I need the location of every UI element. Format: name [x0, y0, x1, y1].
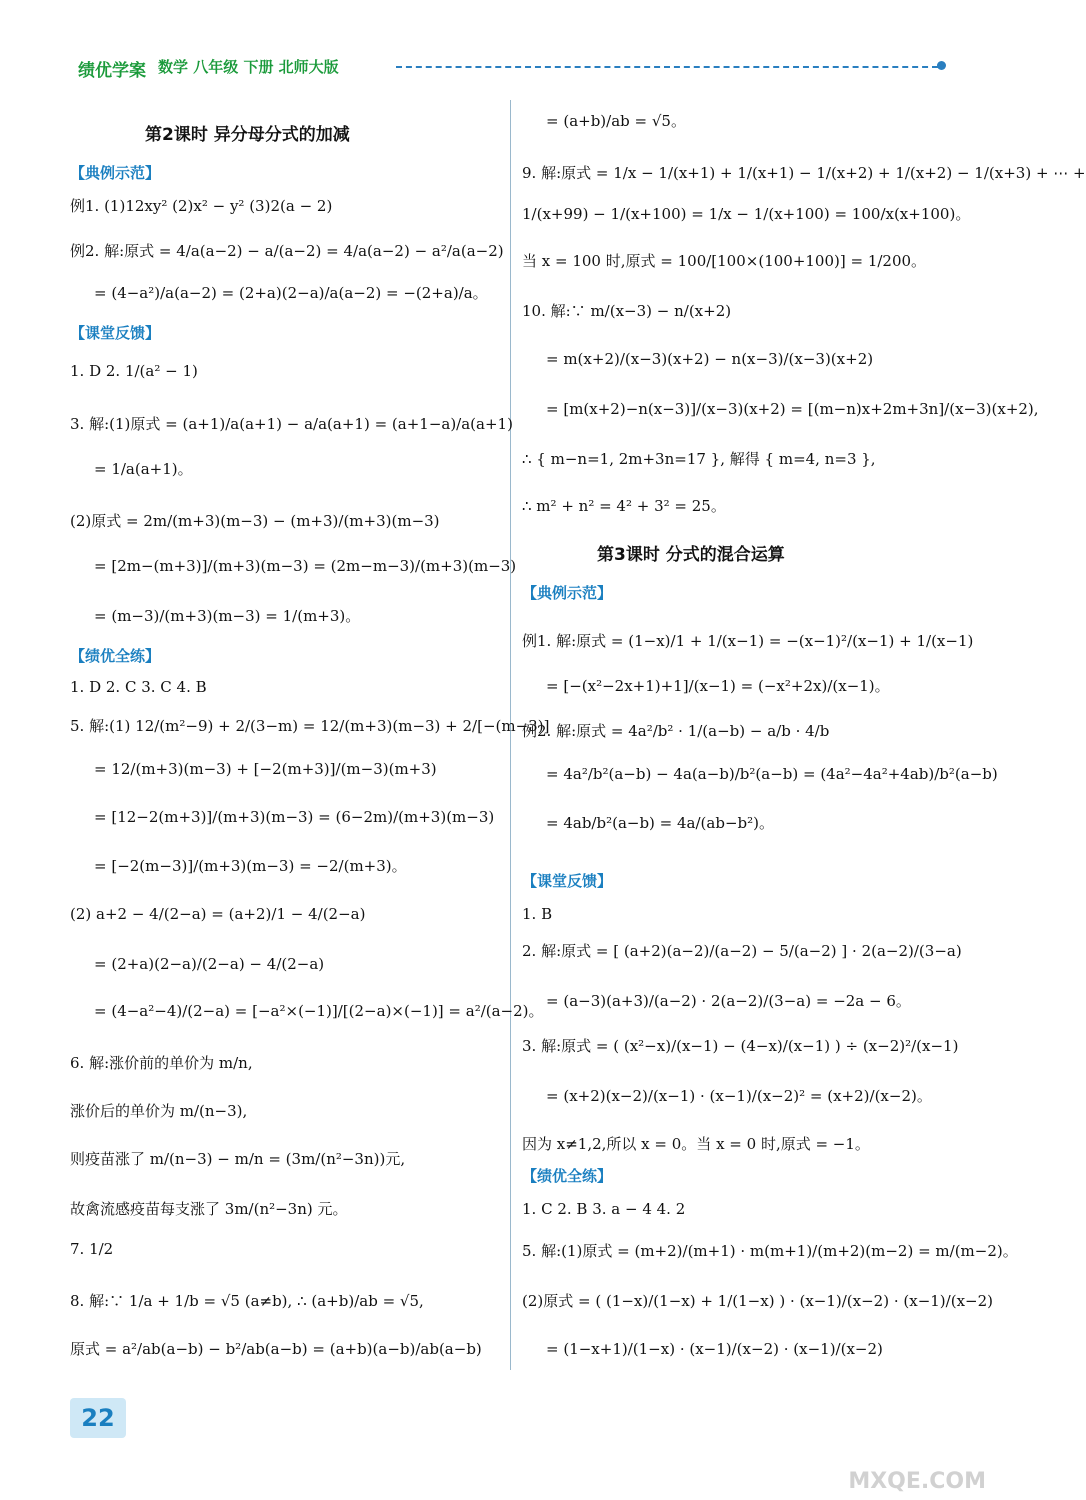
section-heading: 【课堂反馈】 [522, 872, 613, 890]
book-subject: 数学 八年级 下册 北师大版 [158, 58, 339, 76]
solution-line: 6. 解:涨价前的单价为 m/n, [70, 1054, 253, 1072]
solution-line: 因为 x≠1,2,所以 x = 0。当 x = 0 时,原式 = −1。 [522, 1135, 870, 1153]
book-brand: 绩优学案 [78, 61, 146, 81]
section-heading: 【绩优全练】 [522, 1167, 613, 1185]
section-heading: 【典例示范】 [70, 164, 161, 182]
solution-line: = (a+b)/ab = √5。 [546, 112, 686, 130]
solution-line: 则疫苗涨了 m/(n−3) − m/n = (3m/(n²−3n))元, [70, 1150, 406, 1168]
solution-line: = [2m−(m+3)]/(m+3)(m−3) = (2m−m−3)/(m+3)(m−3) [94, 557, 517, 575]
solution-line: (2) a+2 − 4/(2−a) = (a+2)/1 − 4/(2−a) [70, 905, 366, 923]
solution-line: 5. 解:(1) 12/(m²−9) + 2/(3−m) = 12/(m+3)(m−3) + 2/[−(m−3)] [70, 717, 550, 735]
solution-line: 3. 解:原式 = ( (x²−x)/(x−1) − (4−x)/(x−1) ) ÷ (x−2)²/(x−1) [522, 1037, 959, 1055]
solution-line: 10. 解:∵ m/(x−3) − n/(x+2) [522, 302, 732, 320]
solution-line: 3. 解:(1)原式 = (a+1)/a(a+1) − a/a(a+1) = (a+1−a)/a(a+1) [70, 415, 513, 433]
solution-line: = [−(x²−2x+1)+1]/(x−1) = (−x²+2x)/(x−1)。 [546, 677, 890, 695]
solution-line: 1. D 2. C 3. C 4. B [70, 678, 207, 696]
solution-line: (2)原式 = 2m/(m+3)(m−3) − (m+3)/(m+3)(m−3) [70, 512, 440, 530]
running-header [78, 54, 948, 84]
solution-line: 例2. 解:原式 = 4a²/b² · 1/(a−b) − a/b · 4/b [522, 722, 830, 740]
solution-line: 涨价后的单价为 m/(n−3), [70, 1102, 248, 1120]
solution-line: 例1. 解:原式 = (1−x)/1 + 1/(x−1) = −(x−1)²/(x−1) + 1/(x−1) [522, 632, 974, 650]
section-heading: 【绩优全练】 [70, 647, 161, 665]
solution-line: = 12/(m+3)(m−3) + [−2(m+3)]/(m−3)(m+3) [94, 760, 437, 778]
solution-line: = [−2(m−3)]/(m+3)(m−3) = −2/(m+3)。 [94, 857, 407, 875]
solution-line: = (m−3)/(m+3)(m−3) = 1/(m+3)。 [94, 607, 361, 625]
section-title: 第2课时 异分母分式的加减 [145, 125, 350, 145]
solution-line: ∴ { m−n=1, 2m+3n=17 }, 解得 { m=4, n=3 }, [522, 450, 876, 468]
watermark: MXQE.COM [848, 1469, 986, 1494]
solution-line: 1. D 2. 1/(a² − 1) [70, 362, 198, 380]
section-title: 第3课时 分式的混合运算 [597, 545, 785, 565]
solution-line: = (x+2)(x−2)/(x−1) · (x−1)/(x−2)² = (x+2)/(x−2)。 [546, 1087, 932, 1105]
section-heading: 【典例示范】 [522, 584, 613, 602]
solution-line: = (1−x+1)/(1−x) · (x−1)/(x−2) · (x−1)/(x−2) [546, 1340, 883, 1358]
solution-line: 2. 解:原式 = [ (a+2)(a−2)/(a−2) − 5/(a−2) ] · 2(a−2)/(3−a) [522, 942, 962, 960]
solution-line: 例1. (1)12xy² (2)x² − y² (3)2(a − 2) [70, 197, 333, 215]
solution-line: 5. 解:(1)原式 = (m+2)/(m+1) · m(m+1)/(m+2)(m−2) = m/(m−2)。 [522, 1242, 1018, 1260]
solution-line: = 4a²/b²(a−b) − 4a(a−b)/b²(a−b) = (4a²−4a²+4ab)/b²(a−b) [546, 765, 998, 783]
solution-line: 1. B [522, 905, 553, 923]
solution-line: = (4−a²−4)/(2−a) = [−a²×(−1)]/[(2−a)×(−1)] = a²/(a−2)。 [94, 1002, 544, 1020]
solution-line: = (a−3)(a+3)/(a−2) · 2(a−2)/(3−a) = −2a − 6。 [546, 992, 911, 1010]
solution-line: (2)原式 = ( (1−x)/(1−x) + 1/(1−x) ) · (x−1)/(x−2) · (x−1)/(x−2) [522, 1292, 993, 1310]
solution-line: 9. 解:原式 = 1/x − 1/(x+1) + 1/(x+1) − 1/(x+2) + 1/(x+2) − 1/(x+3) + ⋯ + [522, 164, 1086, 182]
solution-line: 1. C 2. B 3. a − 4 4. 2 [522, 1200, 686, 1218]
solution-line: 原式 = a²/ab(a−b) − b²/ab(a−b) = (a+b)(a−b)/ab(a−b) [70, 1340, 482, 1358]
page-number: 22 [70, 1398, 126, 1438]
solution-line: = [12−2(m+3)]/(m+3)(m−3) = (6−2m)/(m+3)(m−3) [94, 808, 495, 826]
solution-line: 1/(x+99) − 1/(x+100) = 1/x − 1/(x+100) = 100/x(x+100)。 [522, 205, 971, 223]
solution-line: = 1/a(a+1)。 [94, 460, 193, 478]
header-rule-dot [937, 61, 946, 70]
solution-line: 故禽流感疫苗每支涨了 3m/(n²−3n) 元。 [70, 1200, 348, 1218]
solution-line: = m(x+2)/(x−3)(x+2) − n(x−3)/(x−3)(x+2) [546, 350, 874, 368]
solution-line: = (4−a²)/a(a−2) = (2+a)(2−a)/a(a−2) = −(2+a)/a。 [94, 284, 488, 302]
solution-line: = 4ab/b²(a−b) = 4a/(ab−b²)。 [546, 814, 774, 832]
solution-line: = [m(x+2)−n(x−3)]/(x−3)(x+2) = [(m−n)x+2m+3n]/(x−3)(x+2), [546, 400, 1039, 418]
solution-line: 7. 1/2 [70, 1240, 114, 1258]
solution-line: 当 x = 100 时,原式 = 100/[100×(100+100)] = 1/200。 [522, 252, 927, 270]
solution-line: 8. 解:∵ 1/a + 1/b = √5 (a≠b), ∴ (a+b)/ab = √5, [70, 1292, 424, 1310]
section-heading: 【课堂反馈】 [70, 324, 161, 342]
solution-line: 例2. 解:原式 = 4/a(a−2) − a/(a−2) = 4/a(a−2) − a²/a(a−2) [70, 242, 504, 260]
header-dashed-rule [396, 66, 938, 68]
solution-line: = (2+a)(2−a)/(2−a) − 4/(2−a) [94, 955, 325, 973]
solution-line: ∴ m² + n² = 4² + 3² = 25。 [522, 497, 726, 515]
